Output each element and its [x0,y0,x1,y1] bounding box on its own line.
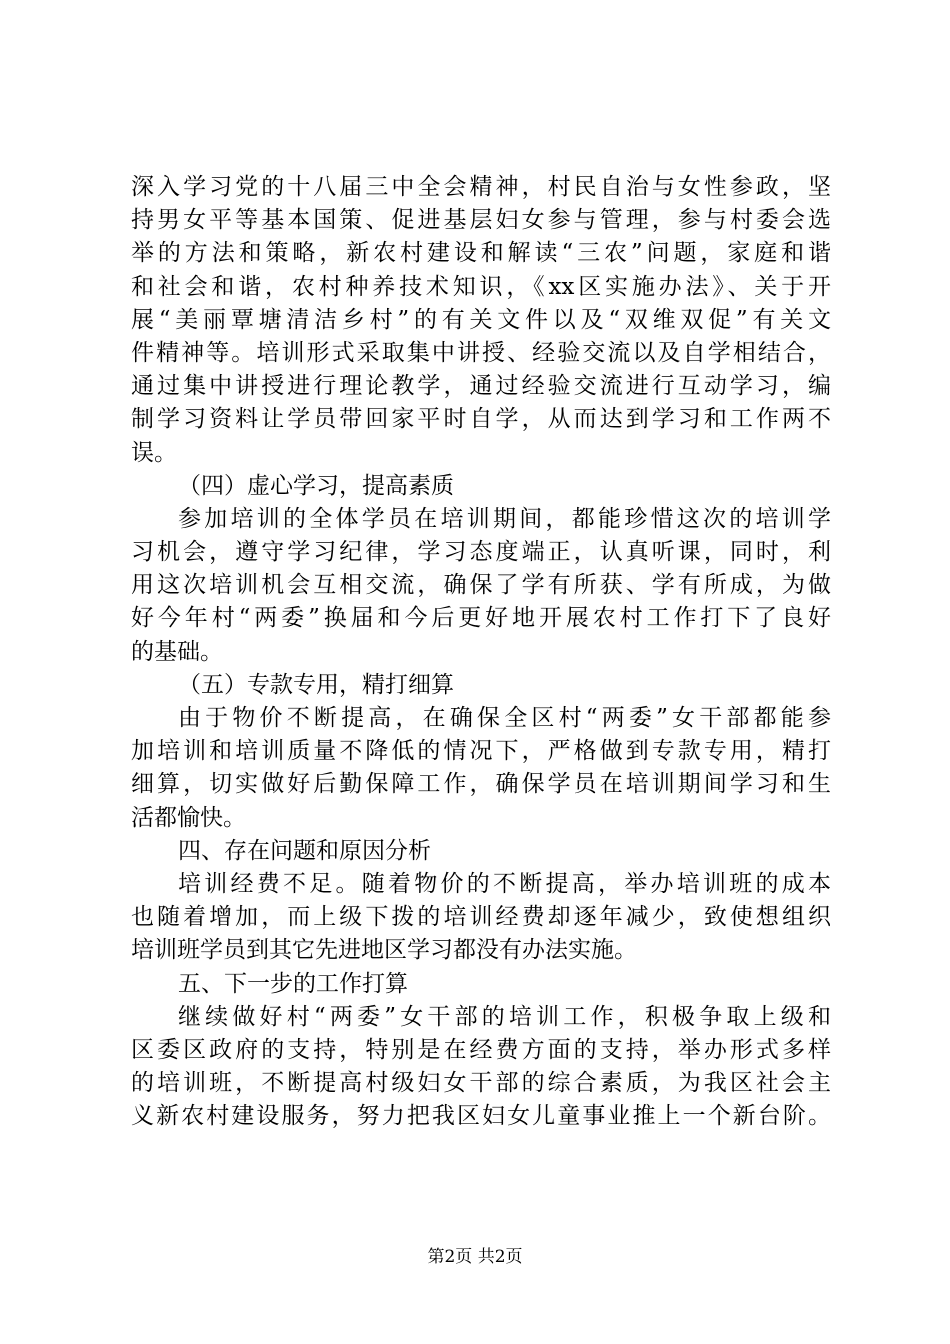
body-line: 培训班学员到其它先进地区学习都没有办法实施。 [131,937,637,964]
body-line: 举的方法和策略，新农村建设和解读“三农”问题，家庭和谐 [131,240,831,267]
section-heading: 五、下一步的工作打算 [178,970,408,997]
document-body [131,171,831,1133]
body-line: 通过集中讲授进行理论教学，通过经验交流进行互动学习，编 [131,373,831,400]
body-line: 细算，切实做好后勤保障工作，确保学员在培训期间学习和生 [131,771,831,798]
body-line: 深入学习党的十八届三中全会精神，村民自治与女性参政，坚 [131,174,831,200]
body-line: 义新农村建设服务，努力把我区妇女儿童事业推上一个新台阶。 [131,1103,831,1130]
body-line: 好今年村“两委”换届和今后更好地开展农村工作打下了良好 [131,605,831,632]
body-line: 件精神等。培训形式采取集中讲授、经验交流以及自学相结合， [131,339,831,366]
page-number-footer: 第2页 共2页 [427,1247,523,1267]
body-line: 的培训班，不断提高村级妇女干部的综合素质，为我区社会主 [131,1070,831,1097]
body-line: 习机会，遵守学习纪律，学习态度端正，认真听课，同时，利 [131,539,831,566]
body-line: 参加培训的全体学员在培训期间，都能珍惜这次的培训学 [178,505,831,532]
body-line: 误。 [131,439,177,466]
body-line: 展“美丽覃塘清洁乡村”的有关文件以及“双维双促”有关文 [131,306,831,333]
body-line: 加培训和培训质量不降低的情况下，严格做到专款专用，精打 [131,738,831,765]
section-heading: （四）虚心学习，提高素质 [178,472,454,499]
body-line: 培训经费不足。随着物价的不断提高，举办培训班的成本 [178,870,831,897]
body-line: 用这次培训机会互相交流，确保了学有所获、学有所成，为做 [131,572,831,599]
body-line: 区委区政府的支持，特别是在经费方面的支持，举办形式多样 [131,1036,831,1063]
body-line: 活都愉快。 [131,804,246,831]
body-line: 也随着增加，而上级下拨的培训经费却逐年减少，致使想组织 [131,904,831,931]
section-heading: 四、存在问题和原因分析 [178,837,431,864]
body-line: 制学习资料让学员带回家平时自学，从而达到学习和工作两不 [131,406,831,433]
body-line: 继续做好村“两委”女干部的培训工作，积极争取上级和 [178,1003,831,1030]
section-heading: （五）专款专用，精打细算 [178,671,454,698]
body-line: 持男女平等基本国策、促进基层妇女参与管理，参与村委会选 [131,207,831,234]
body-line: 由于物价不断提高，在确保全区村“两委”女干部都能参 [178,705,831,731]
body-line: 和社会和谐，农村种养技术知识，《xx区实施办法》、关于开 [131,273,831,300]
body-line: 的基础。 [131,638,223,665]
